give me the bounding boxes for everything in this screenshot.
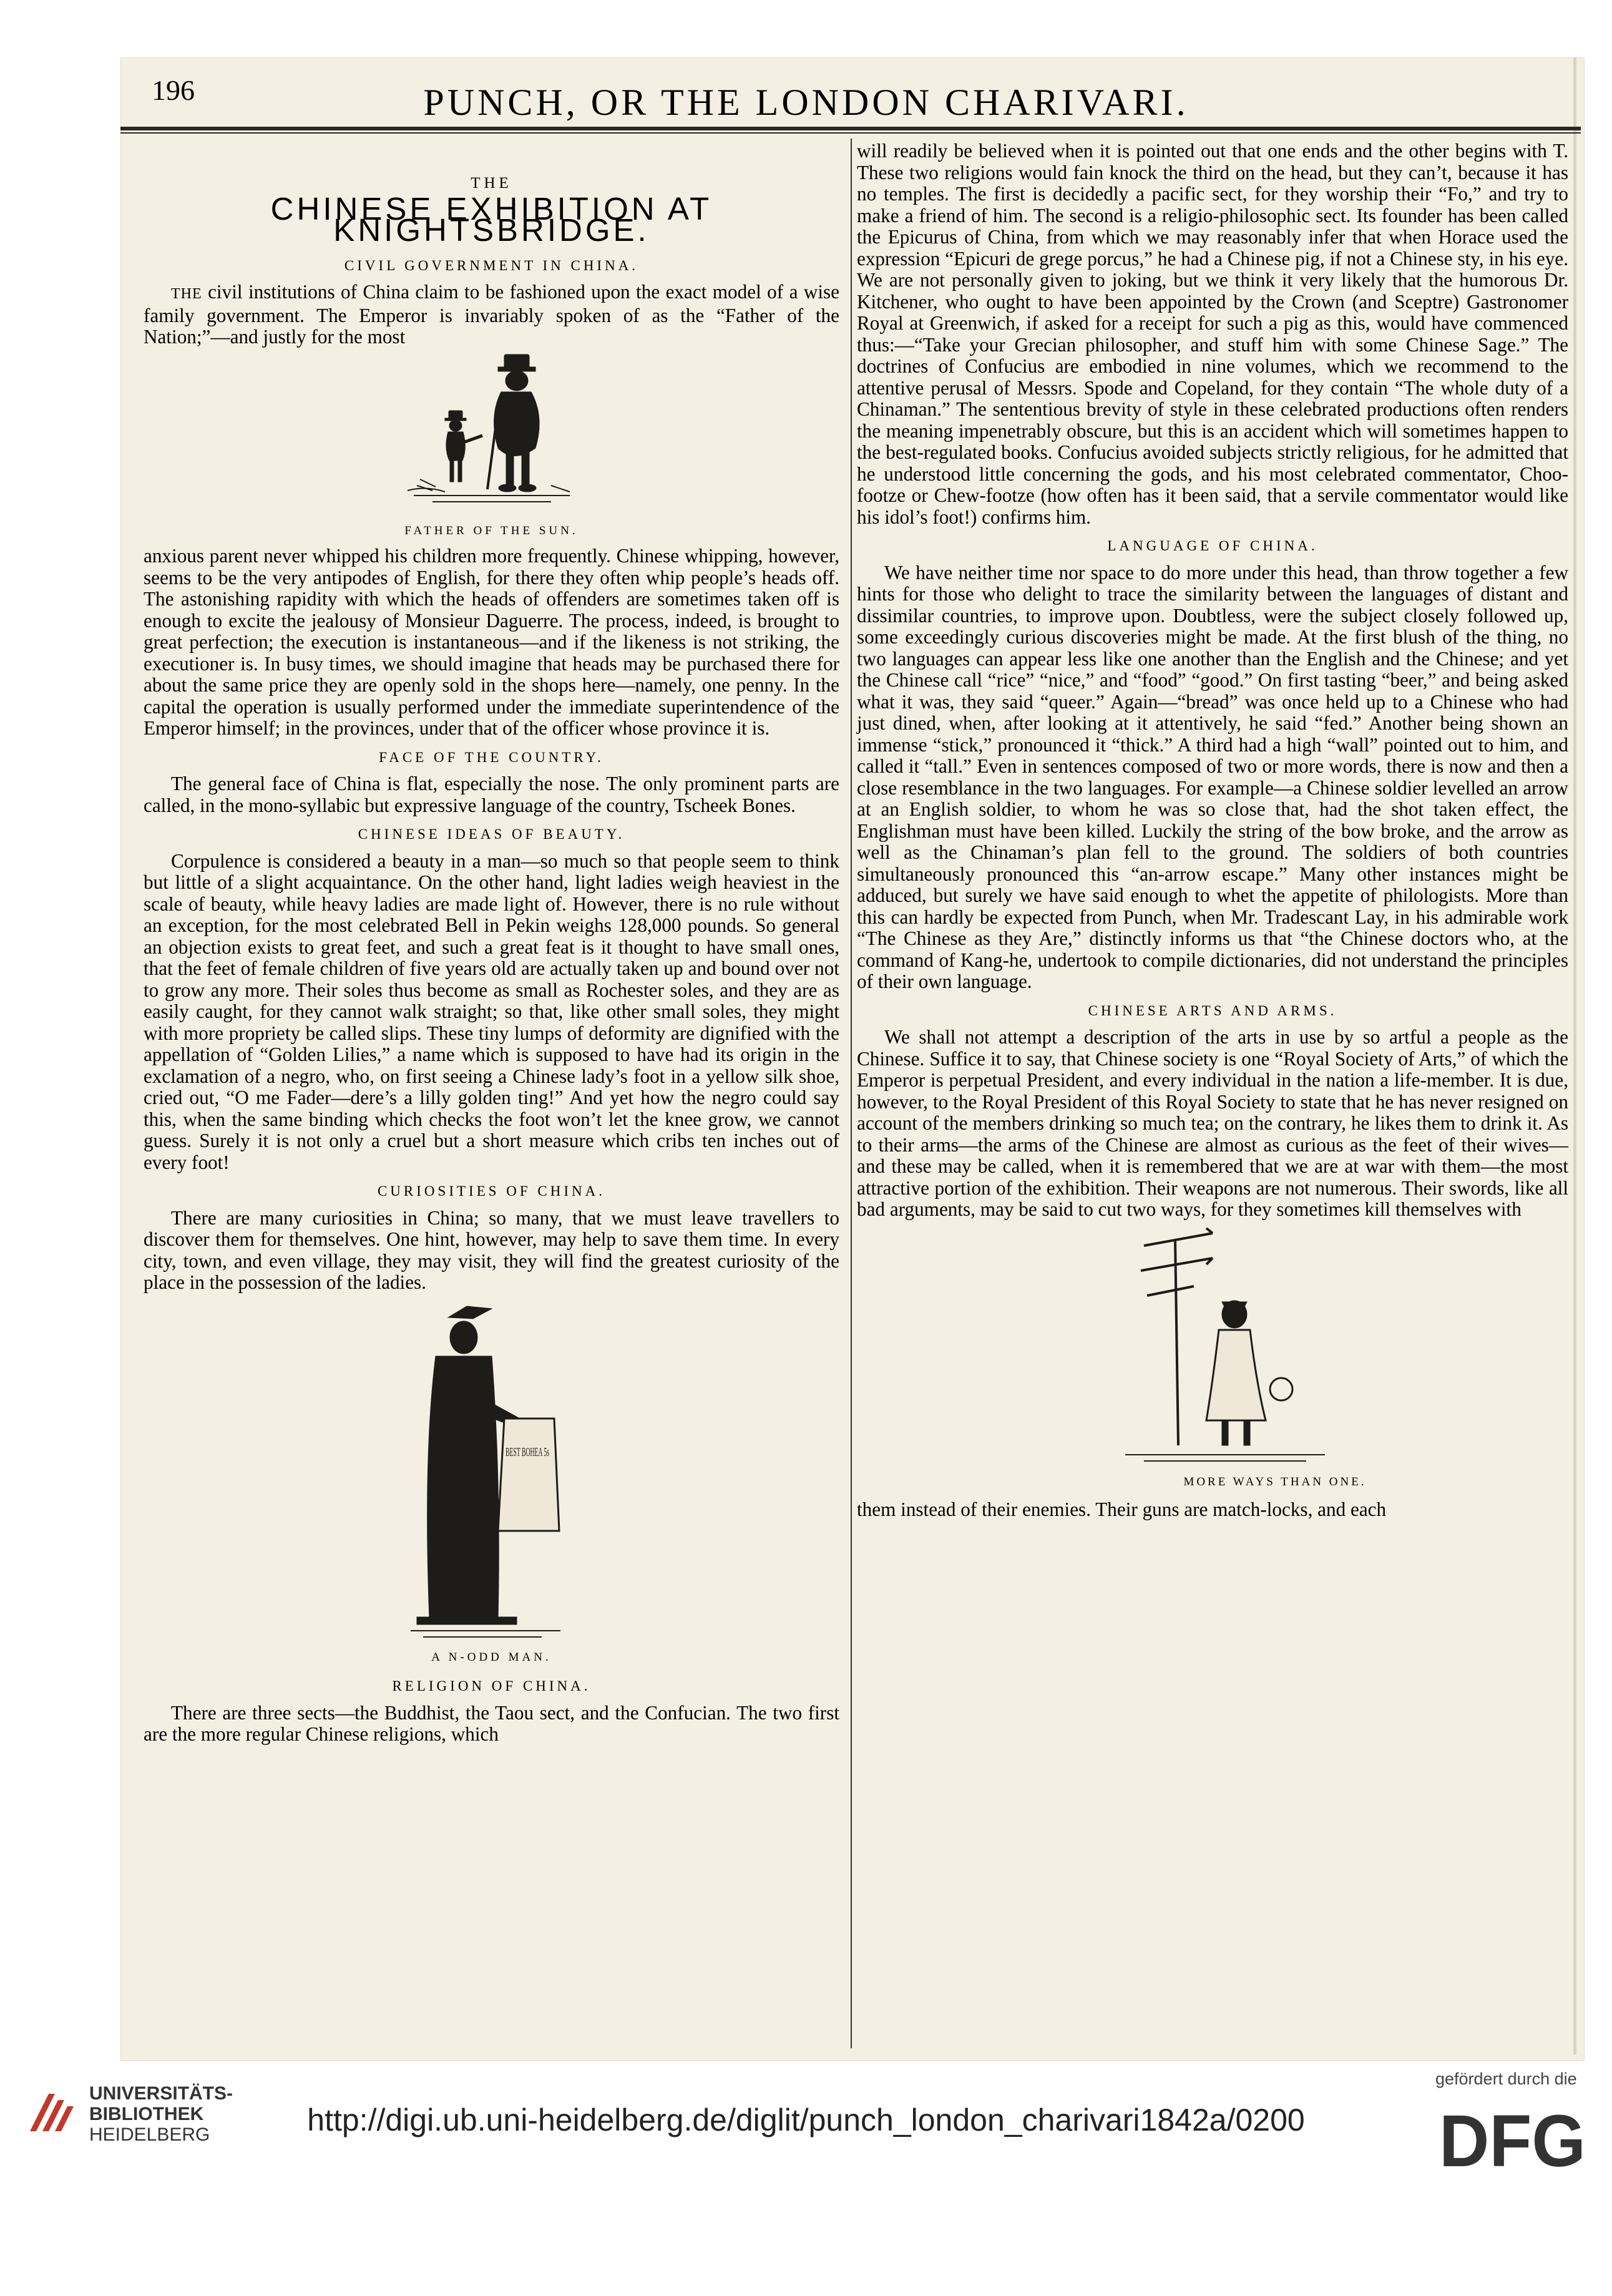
paragraph-language: We have neither time nor space to do more under this head, than throw together a few hints for those who delight to trace the similarity between the languages of distant and dissimilar countries, to improve upon. Doubtless, were the subject closely followed up, some exceedingly curious discoveries might be made. At the first blush of the thing, no two languages can appear less like one another than the English and the Chinese; and yet the Chinese call “rice” “nice,” and “food” “good.” On first tasting “beer,” and being asked what it was, they said “queer.” Again—“bread” was once held up to a Chinese who had just dined, when, after looking at it attentively, he said “fed.” Another being shown an immense “stick,” pronounced it “thick.” A third had a high “wall” pointed out to him, and called it “tall.” Even in sentences composed of two or more words, there is now and then a close resemblance in the two languages. For example—a Chinese soldier levelled an arrow at an English soldier, to whom he was so close that, had the shot taken effect, the Englishman must have been killed. Luckily the string of the bow broke, and the arrow as well as the Chinaman’s plan fell to the ground. The soldiers of both countries simultaneously pronounced this “an-arrow escape.” Many other instances might be adduced, but surely we have said enough to whet the appetite of philologists. More than this can hardly be expected from Punch, when Mr. Tradescant Lay, in his admirable work “The Chinese as they Are,” distinctly informs us that “the Chinese doctors who, at the command of Kang-he, undertook to compile dictionaries, did not understand the principles of their own language. xyxy=(857,561,1568,992)
dfg-logo xyxy=(1439,2100,1589,2182)
section-heading-curiosities: CURIOSITIES OF CHINA. xyxy=(377,1183,606,1199)
header-rule xyxy=(120,127,1581,130)
caption-n-odd-man: A N-ODD MAN. xyxy=(431,1650,552,1664)
page-number: 196 xyxy=(152,74,195,106)
paragraph-government-text: civil institutions of China claim to be fashioned upon the exact model of a wise family government. The Emperor is invariably spoken of as the “Father of the Nation;”—and justly for the most xyxy=(144,281,840,348)
drop-word: THE xyxy=(171,286,202,302)
page-edge xyxy=(1573,57,1576,2054)
paragraph-beauty: Corpulence is considered a beauty in a man—so much so that people seem to think but little of a slight acquaintance. On the other hand, light ladies weigh heaviest in the scale of beauty, while heavy ladies are made light of. However, there is no rule without an exception, for the most celebrated Bell in Pekin weighs 128,000 pounds. So general an objection exists to great feet, and such a great feat is it thought to have small ones, that the feet of female children of five years old are actually taken up and bound over not to grow any more. Their soles thus become as small as Rochester soles, and they are as easily caught, for they cannot walk straight; so that, like other small soles, they might with more propriety be called slips. These tiny lumps of deformity are dignified with the appellation of “Golden Lilies,” a name which is supposed to have had its origin in the exclamation of a negro, who, on first seeing a Chinese lady’s foot in a yellow silk shoe, cried out, “O me Fader—dere’s a lilly golden ting!” And yet how the negro could say this, when the same binding which checks the foot won’t let the knee grow, we cannot guess. Surely it is not only a cruel but a short measure which cribs ten inches out of every foot! xyxy=(144,849,839,1173)
paragraph-government-continued: anxious parent never whipped his children more frequently. Chinese whipping, however, seems to be the very antipodes of English, for there they often whip people’s heads off. The astonishing rapidity with which the heads of offenders are sometimes taken off is enough to excite the jealousy of Monsieur Daguerre. The process, indeed, is brought to great perfection; the execution is instantaneous—and if the likeness is not striking, the executioner is. In busy times, we should imagine that heads may be purchased there for about the same price they are openly sold in the shops here—namely, one penny. In the capital the operation is usually performed under the immediate superintendence of the Emperor himself; in the provinces, under that of the officer whose province it is. xyxy=(144,545,839,739)
section-heading-government: CIVIL GOVERNMENT IN CHINA. xyxy=(344,257,639,273)
paragraph-arts-continued: them instead of their enemies. Their guns are match-locks, and each xyxy=(857,1498,1387,1520)
paragraph-face: The general face of China is flat, especially the nose. The only prominent parts are called, in the mono-syllabic but expressive language of the country, Tscheek Bones. xyxy=(144,773,839,816)
right-column xyxy=(857,140,1568,1521)
paragraph-curiosities: There are many curiosities in China; so many, that we must leave travellers to discover them for themselves. One hint, however, may help to save them time. In every city, town, and even village, they may visit, they will find the greatest curiosity of the place in the possession of the ladies. xyxy=(144,1206,839,1293)
section-heading-beauty: CHINESE IDEAS OF BEAUTY. xyxy=(358,826,625,842)
left-column xyxy=(144,140,839,1746)
library-name-line2: BIBLIOTHEK xyxy=(89,2104,204,2124)
tea-bag-sign: BEST BOHEA 5s xyxy=(505,1445,549,1459)
paragraph-religion-continued: will readily be believed when it is pointed out that one ends and the other begins with T. These two religions would fain knock the third on the head, but they can’t, because it has no temples. The first is decidedly a pacific sect, for they worship their “Fo,” and try to make a friend of him. The second is a religio-philosophic sect. Its founder has been called the Epicurus of China, from which we may reasonably infer that when Horace used the expression “Epicuri de grege porcus,” he had a Chinese pig, if not a Chinese sty, in his eye. We are not personally given to joking, but we think it very likely that the humorous Dr. Kitchener, who ought to have been appointed by the Crown (and Sceptre) Gastronomer Royal at Greenwich, if asked for a receipt for such a pig as this, would have commenced thus:—“Take your Grecian philosopher, and stuff him with some Chinese Sage.” The doctrines of Confucius are embodied in nine volumes, which we recommend to the attentive perusal of Messrs. Spode and Copeland, for they contain “The whole duty of a Chinaman.” The sententious brevity of style in these celebrated productions often renders the meaning impenetrably obscure, but this is an accident which will sometimes happen to the best-regulated books. Confucius avoided subjects strictly religious, for he admitted that he understood little concerning the gods, and his most celebrated commentator, Choo-footze or Chew-footze (how often has it been said, that a servile commentator would like his idol’s foot!) confirms him. xyxy=(857,140,1568,528)
section-heading-religion: RELIGION OF CHINA. xyxy=(392,1678,591,1694)
document-url-link[interactable]: http://digi.ub.uni-heidelberg.de/diglit/punch_london_charivari1842a/0200 xyxy=(307,2103,1305,2137)
running-title: PUNCH, OR THE LONDON CHARIVARI. xyxy=(423,82,1189,123)
column-divider xyxy=(851,139,852,2048)
library-name-line3: HEIDELBERG xyxy=(89,2124,210,2145)
caption-more-ways: MORE WAYS THAN ONE. xyxy=(1183,1475,1367,1488)
paragraph-religion: There are three sects—the Buddhist, the Taou sect, and the Confucian. The two first are the more regular Chinese religions, which xyxy=(144,1701,839,1745)
caption-father-of-the-sun: FATHER OF THE SUN. xyxy=(404,524,579,537)
paragraph-government xyxy=(144,281,839,348)
article-headline: CHINESE EXHIBITION AT KNIGHTSBRIDGE. xyxy=(270,190,713,248)
section-heading-face: FACE OF THE COUNTRY. xyxy=(379,749,604,765)
paragraph-arts: We shall not attempt a description of the arts in use by so artful a people as the Chinese. Suffice it to say, that Chinese society is one “Royal Society of Arts,” of which the Emperor is perpetual President, and every individual in the nation a life-member. It is due, however, to the Royal President of this Royal Society to state that he has never resigned on account of the members drinking so much tea; on the contrary, he likes them to drink it. As to their arms—the arms of the Chinese are almost as curious as the feet of their wives—and these may be called, when it is remembered that we are at war with them—the most attractive portion of the exhibition. Their weapons are not numerous. Their swords, like all bad arguments, may be said to cut two ways, for they sometimes kill themselves with xyxy=(857,1026,1568,1220)
dfg-logo-text: DFG xyxy=(1439,2100,1586,2182)
n-odd-man-illustration xyxy=(398,1294,585,1643)
signpost-illustration xyxy=(1119,1221,1331,1470)
library-name-line1: UNIVERSITÄTS- xyxy=(89,2083,233,2104)
header-rule-thin xyxy=(120,132,1581,134)
funded-by-label: gefördert durch die xyxy=(1435,2069,1577,2088)
father-of-the-sun-illustration xyxy=(389,348,595,517)
section-heading-arts: CHINESE ARTS AND ARMS. xyxy=(1088,1002,1337,1019)
headline-kicker: THE xyxy=(471,175,512,192)
digitization-footer xyxy=(0,2061,1612,2296)
section-heading-language: LANGUAGE OF CHINA. xyxy=(1107,538,1318,554)
